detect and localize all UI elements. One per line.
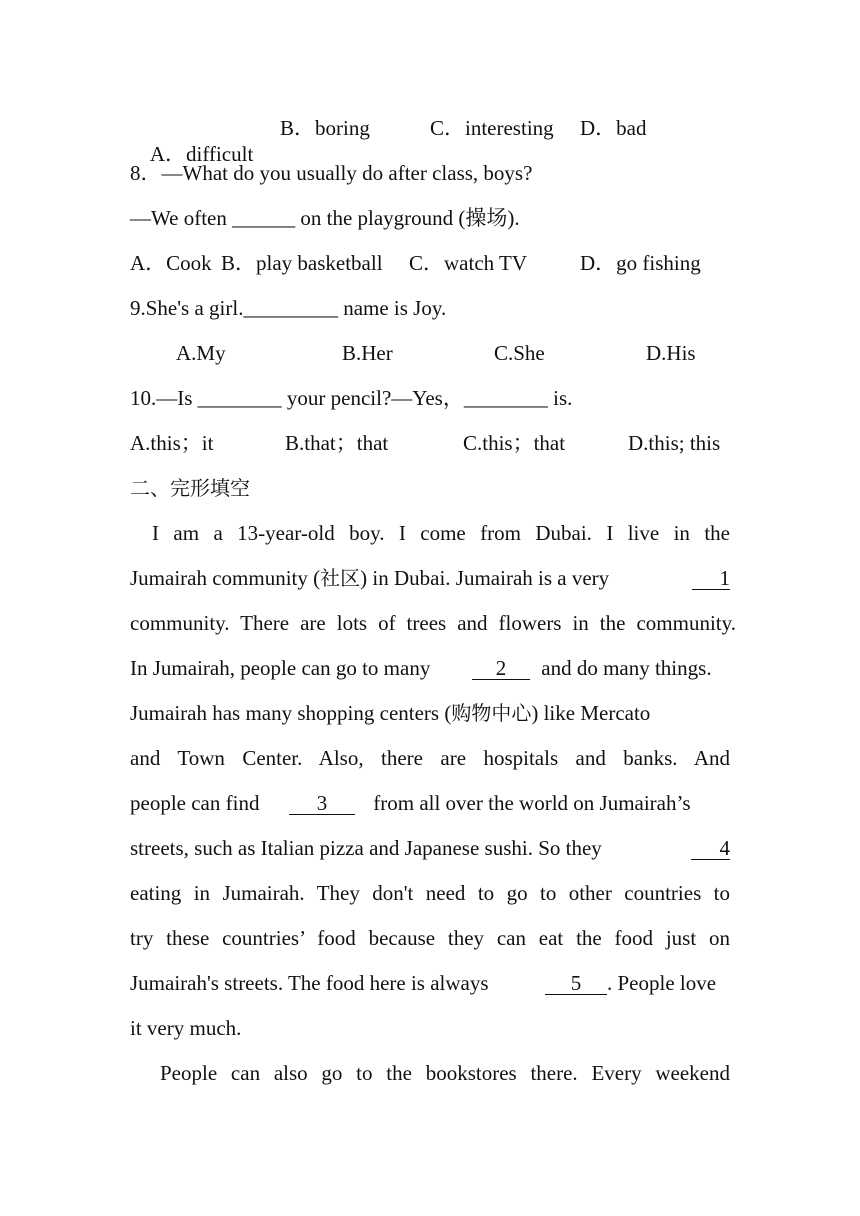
q7-option-c: C．interesting	[430, 116, 554, 140]
passage-line-2-pre: Jumairah community (	[130, 566, 321, 590]
q10-blank-1: ________	[197, 386, 282, 410]
passage-line-4-post: and do many things.	[536, 656, 712, 680]
blank-2[interactable]: 2	[472, 657, 530, 680]
passage-line-3: community. There are lots of trees and flowers in the community.	[130, 611, 736, 635]
q8-answer-blank: ______	[232, 206, 296, 230]
q9-post: name is Joy.	[337, 296, 447, 320]
q8-answer	[130, 205, 520, 231]
blank-5[interactable]: 5	[545, 972, 607, 995]
passage-line-2	[130, 565, 614, 591]
q8-option-a: A．Cook	[130, 251, 212, 275]
q10-blank-2: ________	[463, 386, 548, 410]
q8-option-b: B．play basketball	[221, 251, 383, 275]
passage-line-5	[130, 700, 650, 726]
q7-option-d: D．bad	[580, 116, 647, 140]
q8-option-d: D．go fishing	[580, 251, 701, 275]
passage-line-6: and Town Center. Also, there are hospitals and banks. And	[130, 746, 730, 770]
passage-line-5-post: ) like Mercato	[531, 701, 651, 725]
q9-option-b: B.Her	[342, 341, 393, 365]
q10-question	[130, 385, 572, 411]
passage-line-13: People can also go to the bookstores there. Every weekend	[160, 1061, 730, 1085]
q9-question	[130, 295, 446, 321]
q10-pre: 10.—Is	[130, 386, 198, 410]
section-title: 二、完形填空	[130, 476, 250, 500]
passage-line-7-post: from all over the world on Jumairah’s	[368, 791, 691, 815]
passage-line-7-pre: people can find	[130, 791, 265, 815]
q9-blank: _________	[243, 296, 338, 320]
q9-option-c: C.She	[494, 341, 545, 365]
blank-1-wrap	[692, 565, 730, 591]
q8-question: 8．—What do you usually do after class, boys?	[130, 161, 533, 185]
blank-4-wrap	[691, 835, 730, 861]
passage-line-12: it very much.	[130, 1016, 242, 1040]
q10-option-a: A.this；it	[130, 431, 214, 455]
q10-post: is.	[547, 386, 573, 410]
passage-line-11-pre: Jumairah's streets. The food here is always	[130, 971, 494, 995]
q9-pre: 9.She's a girl.	[130, 296, 244, 320]
q8-answer-pre: —We often	[130, 206, 233, 230]
passage-line-5-pre: Jumairah has many shopping centers (	[130, 701, 452, 725]
q9-option-a: A.My	[176, 341, 226, 365]
passage-line-8-pre: streets, such as Italian pizza and Japanese sushi. So they	[130, 836, 608, 860]
q10-mid: your pencil?—Yes，	[281, 386, 464, 410]
blank-5-wrap	[545, 970, 607, 996]
passage-line-11-post: . People love	[607, 971, 717, 995]
passage-line-2-cjk: 社区	[320, 566, 361, 590]
passage-line-4-pre: In Jumairah, people can go to many	[130, 656, 436, 680]
passage-line-1: I am a 13-year-old boy. I come from Dubai. I live in the	[152, 521, 730, 545]
q10-option-b: B.that；that	[285, 431, 389, 455]
passage-line-5-cjk: 购物中心	[451, 701, 532, 725]
blank-1[interactable]: 1	[692, 567, 730, 590]
passage-line-4	[130, 655, 436, 681]
blank-2-wrap	[472, 655, 530, 681]
q8-answer-post: on the playground (操场).	[295, 206, 520, 230]
q9-option-d: D.His	[646, 341, 696, 365]
q8-option-c: C．watch TV	[409, 251, 528, 275]
blank-3-wrap	[289, 790, 355, 816]
q10-option-d: D.this; this	[628, 431, 721, 455]
blank-4[interactable]: 4	[691, 837, 730, 860]
blank-3[interactable]: 3	[289, 792, 355, 815]
q10-option-c: C.this；that	[463, 431, 566, 455]
passage-line-10: try these countries’ food because they can eat the food just on	[130, 926, 730, 950]
q7-option-a: A．difficult	[149, 142, 254, 166]
passage-line-2-mid: ) in Dubai. Jumairah is a very	[360, 566, 615, 590]
passage-line-9: eating in Jumairah. They don't need to go to other countries to	[130, 881, 730, 905]
q7-option-b: B．boring	[280, 116, 370, 140]
